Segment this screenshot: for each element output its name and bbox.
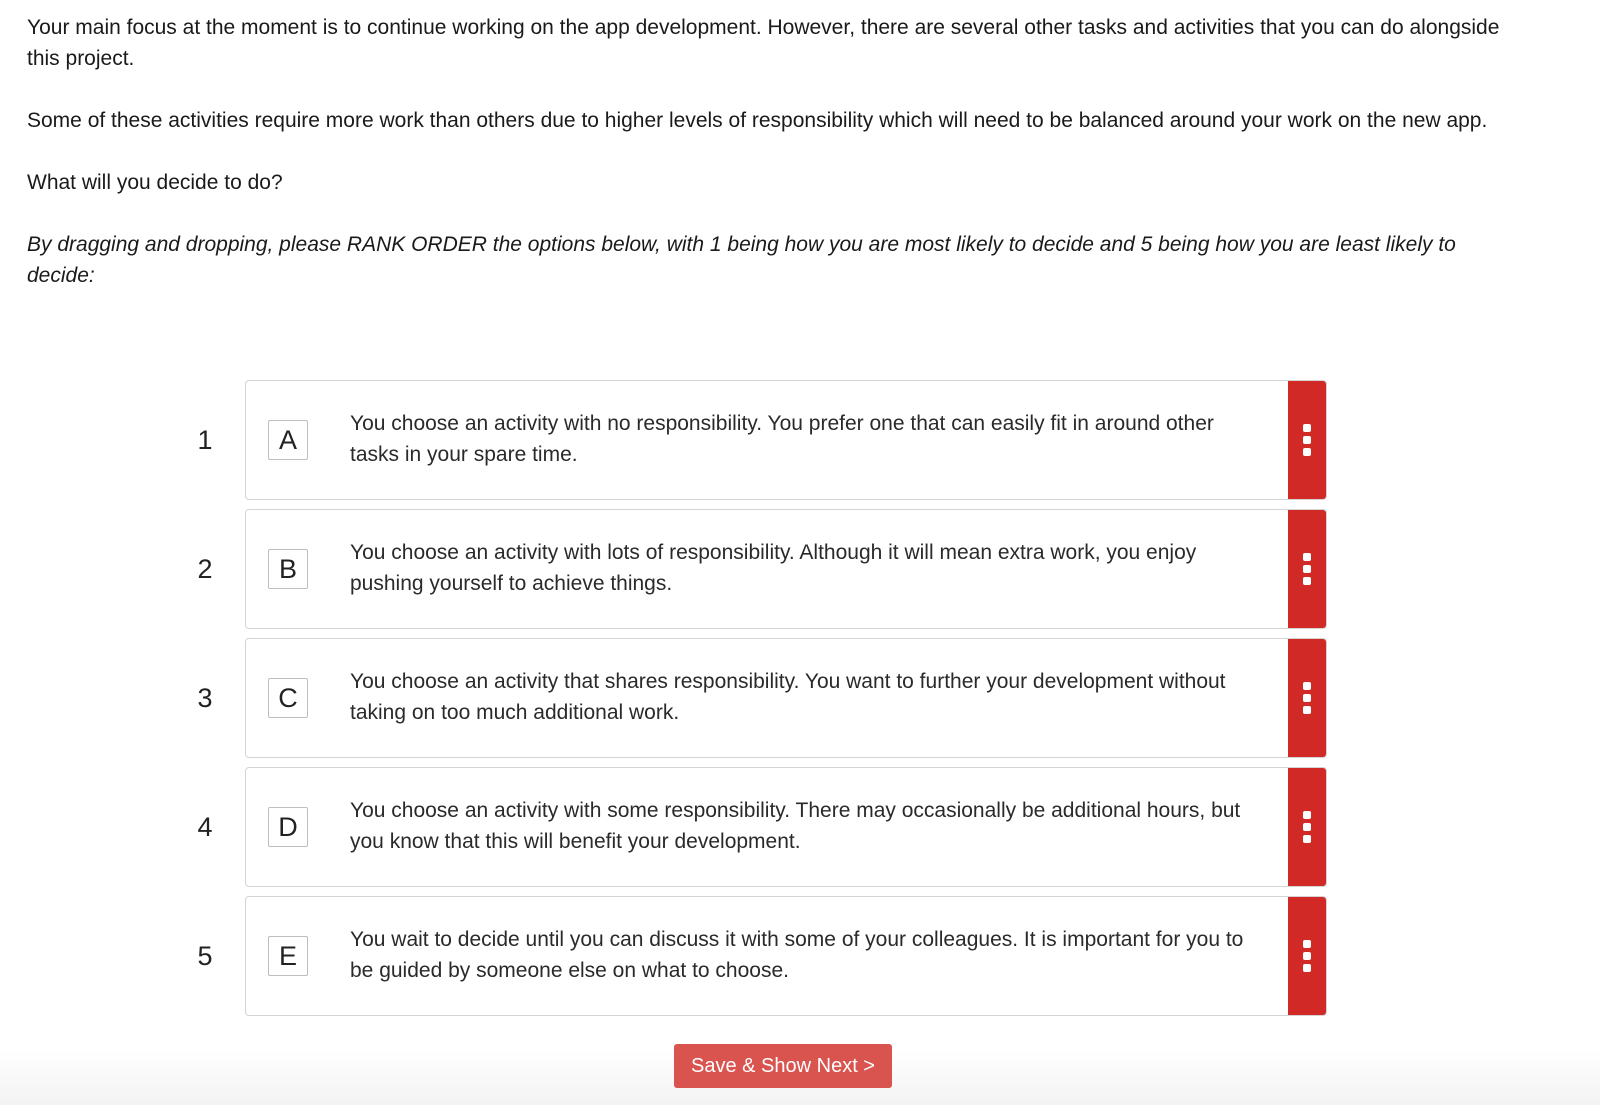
drag-handle[interactable] bbox=[1288, 768, 1326, 886]
option-card-e[interactable] bbox=[245, 896, 1327, 1016]
drag-handle[interactable] bbox=[1288, 639, 1326, 757]
rank-row-3 bbox=[185, 638, 1325, 758]
intro-paragraph-1: Your main focus at the moment is to continue working on the app development. However, there are several other tasks and activities that you can do alongside this project. bbox=[27, 16, 1500, 70]
drag-handle-icon bbox=[1303, 940, 1311, 972]
rank-number: 2 bbox=[197, 554, 213, 584]
rank-order-list bbox=[185, 380, 1325, 1025]
drag-handle[interactable] bbox=[1288, 381, 1326, 499]
drag-handle-icon bbox=[1303, 811, 1311, 843]
question-prompt: What will you decide to do? bbox=[27, 171, 283, 194]
option-text: You choose an activity with some responsibility. There may occasionally be additional hours, but you know that this will benefit your development. bbox=[350, 799, 1241, 853]
rank-number: 5 bbox=[197, 941, 213, 971]
rank-number: 4 bbox=[197, 812, 213, 842]
option-letter: A bbox=[268, 420, 308, 460]
option-text: You wait to decide until you can discuss it with some of your colleagues. It is important for you to be guided by someone else on what to choose. bbox=[350, 928, 1244, 982]
option-text: You choose an activity with no responsibility. You prefer one that can easily fit in around other tasks in your spare time. bbox=[350, 412, 1214, 466]
rank-row-1 bbox=[185, 380, 1325, 500]
option-text: You choose an activity that shares responsibility. You want to further your development without taking on too much additional work. bbox=[350, 670, 1226, 724]
option-letter: C bbox=[268, 678, 308, 718]
option-letter: E bbox=[268, 936, 308, 976]
question-intro bbox=[27, 12, 1527, 322]
option-card-d[interactable] bbox=[245, 767, 1327, 887]
rank-number: 1 bbox=[197, 425, 213, 455]
option-card-a[interactable] bbox=[245, 380, 1327, 500]
ranking-instruction: By dragging and dropping, please RANK ORDER the options below, with 1 being how you are most likely to decide and 5 being how you are least likely to decide: bbox=[27, 233, 1456, 287]
option-letter: D bbox=[268, 807, 308, 847]
drag-handle-icon bbox=[1303, 682, 1311, 714]
option-card-c[interactable] bbox=[245, 638, 1327, 758]
option-letter: B bbox=[268, 549, 308, 589]
drag-handle[interactable] bbox=[1288, 897, 1326, 1015]
rank-row-5 bbox=[185, 896, 1325, 1016]
intro-paragraph-2: Some of these activities require more work than others due to higher levels of responsibility which will need to be balanced around your work on the new app. bbox=[27, 109, 1488, 132]
rank-row-2 bbox=[185, 509, 1325, 629]
drag-handle[interactable] bbox=[1288, 510, 1326, 628]
drag-handle-icon bbox=[1303, 424, 1311, 456]
save-show-next-button[interactable]: Save & Show Next > bbox=[674, 1044, 892, 1088]
rank-number: 3 bbox=[197, 683, 213, 713]
rank-row-4 bbox=[185, 767, 1325, 887]
option-card-b[interactable] bbox=[245, 509, 1327, 629]
option-text: You choose an activity with lots of responsibility. Although it will mean extra work, you enjoy pushing yourself to achieve things. bbox=[350, 541, 1197, 595]
drag-handle-icon bbox=[1303, 553, 1311, 585]
